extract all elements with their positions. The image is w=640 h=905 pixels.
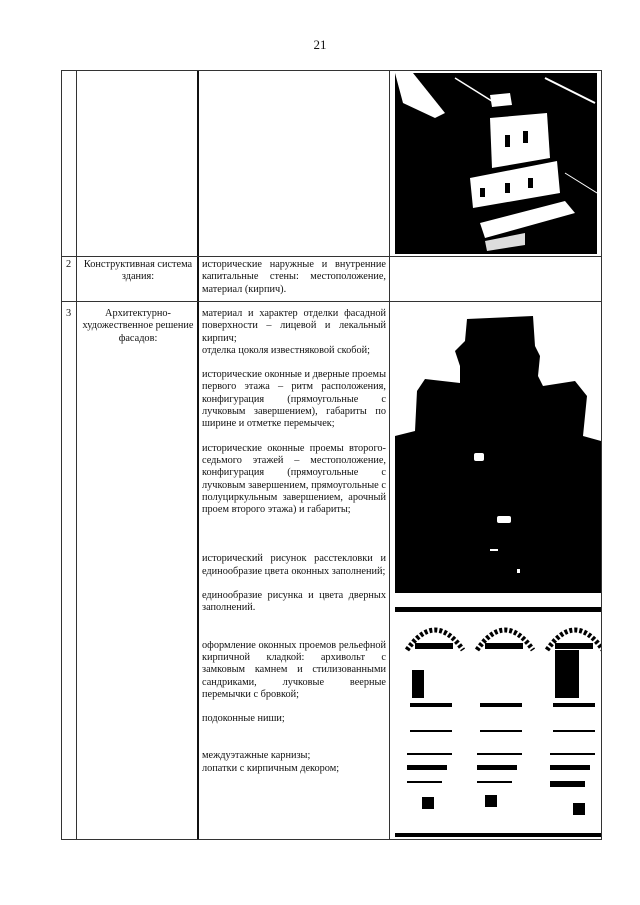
element-name: Конструктивная система здания: (83, 259, 193, 283)
facade-windows-photo (395, 605, 601, 839)
tower-silhouette-photo (395, 311, 601, 593)
page-number: 21 (313, 37, 327, 52)
description-item: междуэтажные карнизы; (202, 750, 311, 762)
description-item: исторические оконные и дверные проемы первого этажа – ритм расположения, конфигурация (прямоугольные с лучковым завершением), габариты по ширине и отметке перемычек; (202, 369, 386, 430)
column-divider (389, 71, 390, 839)
description-item: исторический рисунок расстекловки и единообразие цвета оконных заполнений; (202, 553, 386, 577)
row-number: 3 (66, 308, 72, 319)
aerial-tower-photo (395, 73, 597, 254)
description-item: единообразие рисунка и цвета дверных заполнений. (202, 590, 386, 614)
description-item: исторические наружные и внутренние капитальные стены: местоположение, материал (кирпич). (202, 259, 386, 295)
description-item: материал и характер отделки фасадной поверхности – лицевой и лекальный кирпич; (202, 308, 386, 344)
element-name: Архитектурно-художественное решение фасадов: (82, 308, 194, 344)
column-divider (76, 71, 77, 839)
description-item: подоконные ниши; (202, 713, 285, 725)
element-description (202, 308, 386, 775)
object-protection-table (61, 70, 602, 840)
row-divider (62, 301, 601, 302)
element-description (202, 259, 386, 296)
row-number: 2 (66, 259, 72, 270)
column-divider (197, 71, 199, 839)
description-item: оформление оконных проемов рельефной кирпичной кладкой: архивольт с замковым камнем и стилизованными сандриками, лучковые веерные перемычки с бровкой; (202, 639, 386, 700)
row-divider (62, 256, 601, 257)
description-item: отделка цоколя известняковой скобой; (202, 344, 371, 356)
description-item: исторические оконные проемы второго-седьмого этажей – местоположение, конфигурация (прямоугольные с лучковым завершением, прямоугольные с полуциркульным завершением, арочный проем второго этажа) и габариты; (202, 442, 386, 516)
description-item: лопатки с кирпичным декором; (202, 762, 340, 774)
